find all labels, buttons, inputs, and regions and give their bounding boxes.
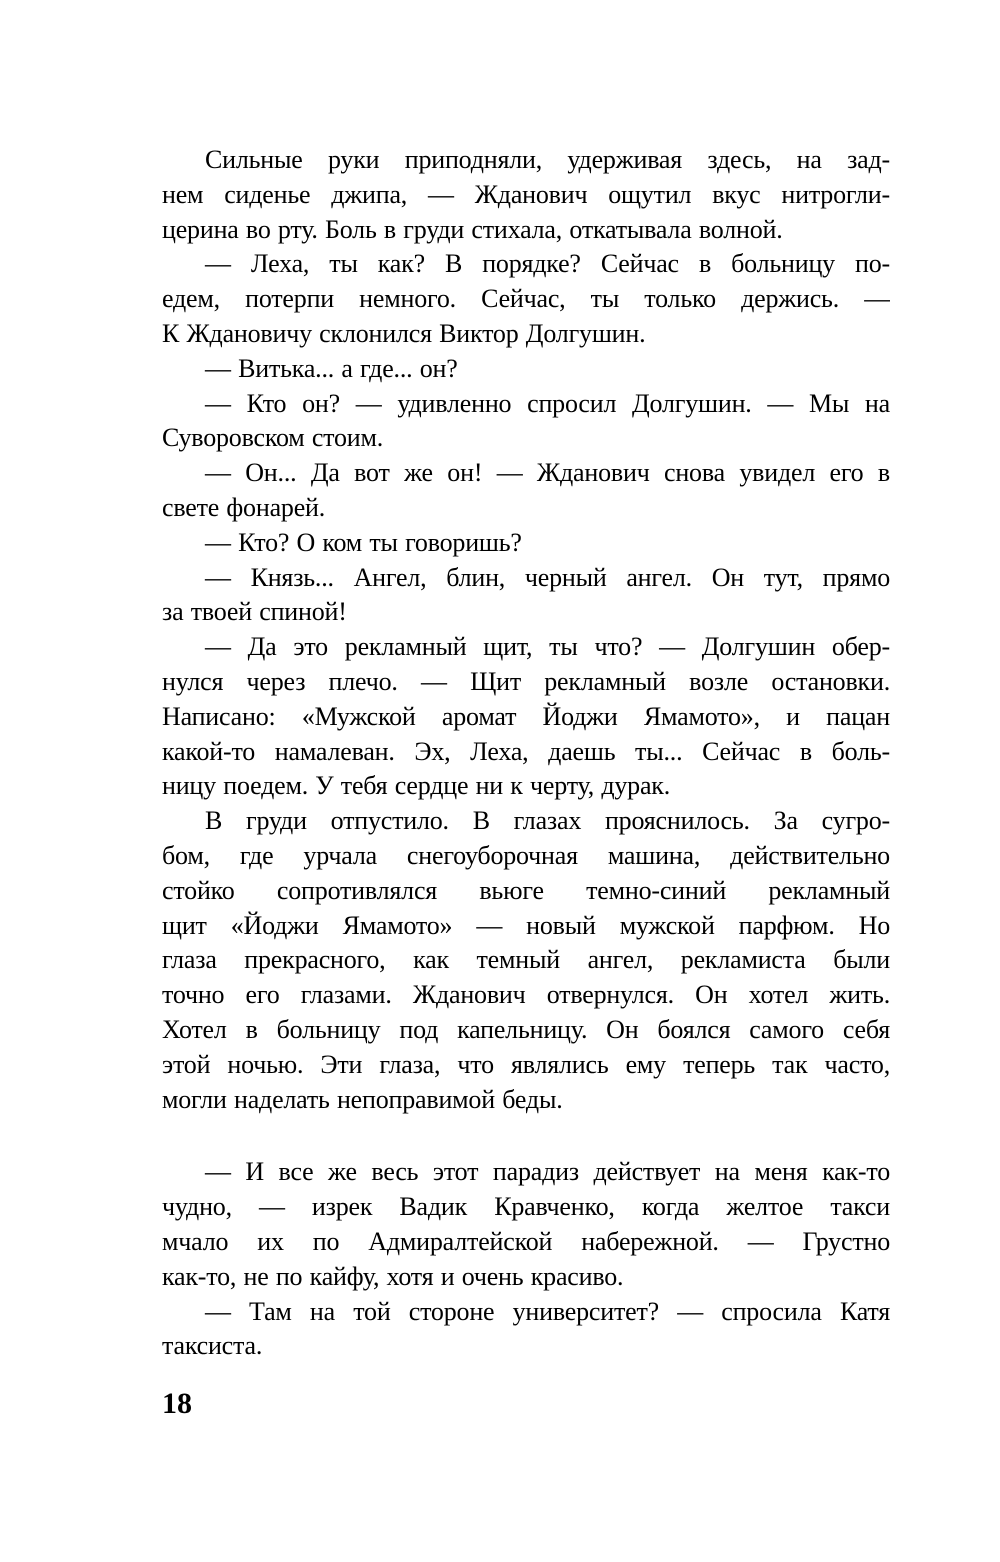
text-line: за твоей спиной!	[162, 597, 347, 627]
text-line: В груди отпустило. В глазах прояснилось. За сугро-	[205, 806, 890, 836]
text-line: Суворовском стоим.	[162, 423, 384, 453]
text-line: — И все же весь этот парадиз действует на меня как-то	[205, 1157, 890, 1187]
text-line: — Да это рекламный щит, ты что? — Долгушин обер-	[205, 632, 890, 662]
text-line: щит «Йоджи Ямамото» — новый мужской парфюм. Но	[162, 910, 890, 940]
text-line: церина во рту. Боль в груди стихала, откатывала волной.	[162, 214, 783, 244]
text-line: мчало их по Адмиралтейской набережной. — Грустно	[162, 1226, 890, 1256]
text-line: — Витька... а где... он?	[205, 353, 458, 383]
text-line: — Кто он? — удивленно спросил Долгушин. — Мы на	[205, 388, 890, 418]
text-line: ницу поедем. У тебя сердце ни к черту, дурак.	[162, 771, 671, 801]
text-line: могли наделать непоправимой беды.	[162, 1084, 563, 1114]
text-line: бом, где урчала снегоуборочная машина, действительно	[162, 840, 890, 870]
text-line: — Кто? О ком ты говоришь?	[205, 527, 522, 557]
page-number: 18	[162, 1387, 192, 1420]
text-line: нем сиденье джипа, — Жданович ощутил вкус нитрогли-	[162, 179, 890, 209]
text-block	[162, 143, 890, 1364]
text-line: Сильные руки приподняли, удерживая здесь, на зад-	[205, 145, 890, 174]
text-line: нулся через плечо. — Щит рекламный возле остановки.	[162, 666, 890, 696]
text-line: таксиста.	[162, 1331, 263, 1361]
text-line: К Ждановичу склонился Виктор Долгушин.	[162, 318, 646, 348]
text-line: этой ночью. Эти глаза, что являлись ему теперь так часто,	[162, 1049, 890, 1079]
text-line: точно его глазами. Жданович отвернулся. Он хотел жить.	[162, 980, 890, 1010]
text-line: стойко сопротивлялся вьюге темно-синий рекламный	[162, 875, 890, 905]
text-line: какой-то намалеван. Эх, Леха, даешь ты... Сейчас в боль-	[162, 736, 890, 766]
text-line: — Он... Да вот же он! — Жданович снова увидел его в	[205, 458, 890, 488]
text-line: едем, потерпи немного. Сейчас, ты только держись. —	[162, 284, 890, 314]
text-line: — Там на той стороне университет? — спросила Катя	[205, 1296, 890, 1326]
text-line: — Князь... Ангел, блин, черный ангел. Он тут, прямо	[205, 562, 890, 592]
text-line: чудно, — изрек Вадик Кравченко, когда желтое такси	[162, 1192, 890, 1222]
text-line: — Леха, ты как? В порядке? Сейчас в больницу по-	[205, 249, 890, 279]
text-line: глаза прекрасного, как темный ангел, рекламиста были	[162, 945, 890, 975]
text-line: Написано: «Мужской аромат Йоджи Ямамото», и пацан	[162, 701, 890, 731]
text-line: Хотел в больницу под капельницу. Он боялся самого себя	[162, 1014, 890, 1044]
text-line: свете фонарей.	[162, 492, 326, 522]
text-line: как-то, не по кайфу, хотя и очень красиво.	[162, 1261, 624, 1291]
paragraph-gap	[162, 1117, 890, 1155]
